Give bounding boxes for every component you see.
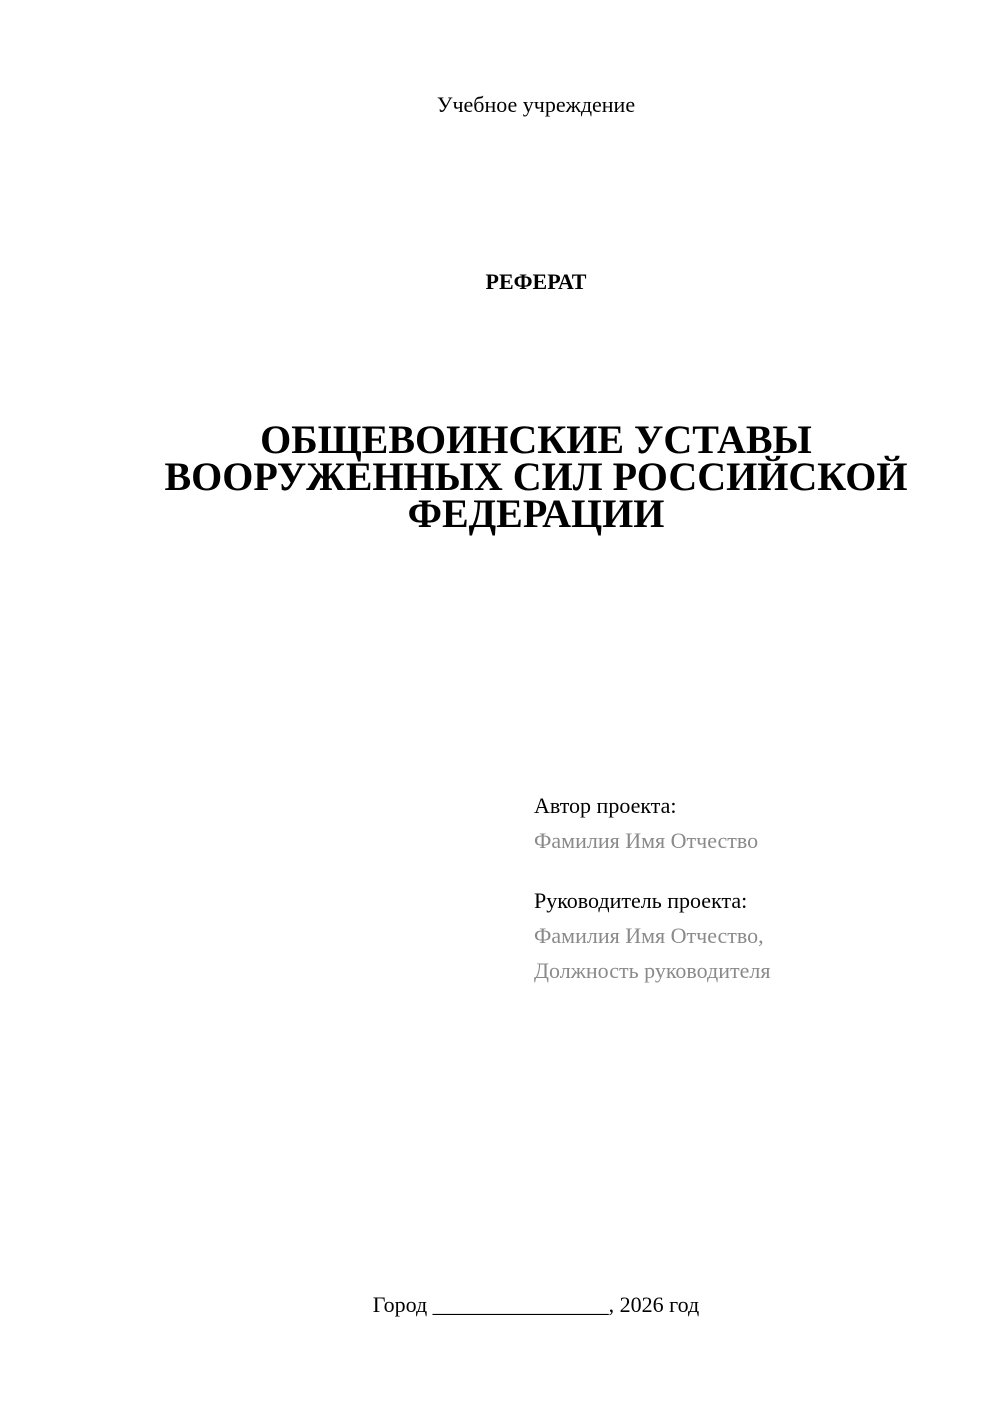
- credits-block: [534, 788, 974, 988]
- supervisor-name: Фамилия Имя Отчество,: [534, 923, 764, 948]
- title-line: ОБЩЕВОИНСКИЕ УСТАВЫ: [260, 417, 812, 462]
- city-year-line: Город ________________, 2026 год: [372, 1292, 700, 1317]
- supervisor-block: [534, 883, 974, 988]
- title-line: ФЕДЕРАЦИИ: [407, 491, 665, 536]
- author-label: Автор проекта:: [534, 793, 677, 818]
- institution-name: Учебное учреждение: [436, 92, 636, 117]
- document-title: [0, 417, 1000, 536]
- supervisor-position: Должность руководителя: [534, 958, 771, 983]
- document-type: РЕФЕРАТ: [485, 269, 587, 294]
- author-block: [534, 788, 974, 858]
- author-name: Фамилия Имя Отчество: [534, 828, 759, 853]
- title-line: ВООРУЖЕННЫХ СИЛ РОССИЙСКОЙ: [164, 454, 908, 499]
- supervisor-label: Руководитель проекта:: [534, 888, 748, 913]
